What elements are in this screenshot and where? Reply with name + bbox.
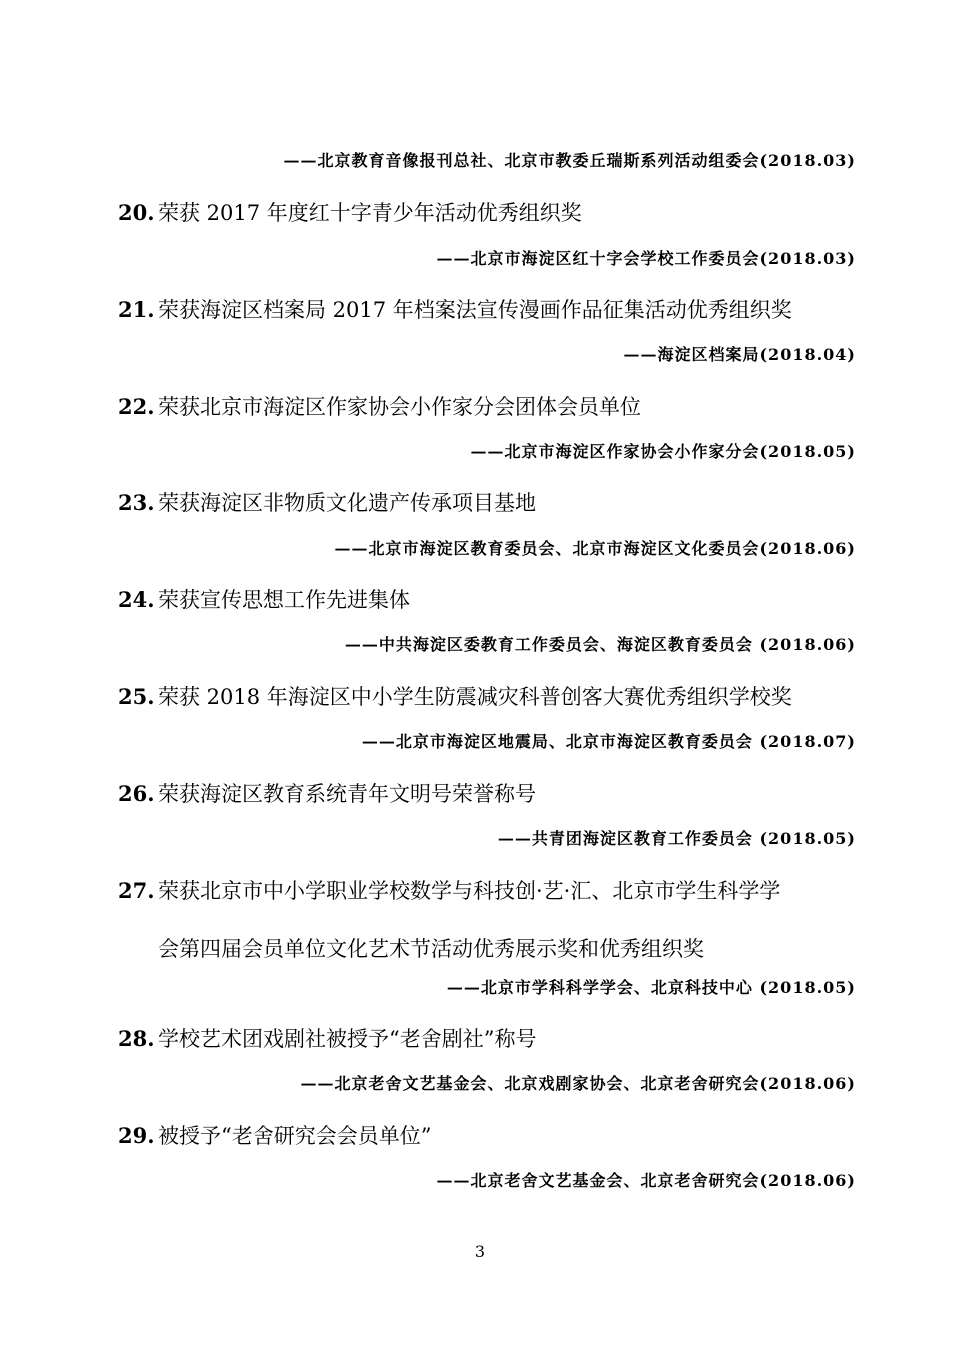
award-item-25: [118, 682, 792, 712]
item-source-21: ——海淀区档案局(2018.04): [623, 345, 856, 364]
item-source-29: ——北京老舍文艺基金会、北京老舍研究会(2018.06): [436, 1171, 856, 1190]
item-number: 25.: [118, 684, 155, 709]
item-title: 荣获海淀区档案局 2017 年档案法宣传漫画作品征集活动优秀组织奖: [158, 298, 792, 322]
item-title: 荣获 2018 年海淀区中小学生防震减灾科普创客大赛优秀组织学校奖: [158, 685, 792, 709]
item-source-27: ——北京市学科科学学会、北京科技中心 (2018.05): [446, 978, 856, 997]
item-title: 荣获 2017 年度红十字青少年活动优秀组织奖: [158, 201, 582, 225]
award-item-21: [118, 295, 792, 325]
item-title: 荣获海淀区非物质文化遗产传承项目基地: [158, 491, 536, 515]
item-title: 被授予“老舍研究会会员单位”: [158, 1124, 432, 1148]
item-source-24: ——中共海淀区委教育工作委员会、海淀区教育委员会 (2018.06): [344, 635, 856, 654]
award-item-29: [118, 1121, 431, 1151]
item-source-23: ——北京市海淀区教育委员会、北京市海淀区文化委员会(2018.06): [334, 539, 856, 558]
item-title: 学校艺术团戏剧社被授予“老舍剧社”称号: [158, 1027, 537, 1051]
item-number: 21.: [118, 297, 155, 322]
award-item-22: [118, 392, 641, 422]
item-title: 荣获宣传思想工作先进集体: [158, 588, 410, 612]
item-title: 荣获北京市中小学职业学校数学与科技创·艺·汇、北京市学生科学学: [158, 879, 781, 903]
item-source-25: ——北京市海淀区地震局、北京市海淀区教育委员会 (2018.07): [361, 732, 856, 751]
award-item-20: [118, 198, 582, 228]
award-item-27: [118, 876, 781, 961]
award-item-28: [118, 1024, 536, 1054]
award-item-23: [118, 488, 536, 518]
award-item-24: [118, 585, 410, 615]
item-number: 29.: [118, 1123, 155, 1148]
item-source-28: ——北京老舍文艺基金会、北京戏剧家协会、北京老舍研究会(2018.06): [300, 1074, 856, 1093]
item-title-continued: 会第四届会员单位文化艺术节活动优秀展示奖和优秀组织奖: [158, 937, 704, 961]
award-item-26: [118, 779, 536, 809]
page-number: 3: [474, 1242, 486, 1261]
item-number: 27.: [118, 878, 155, 903]
item-title: 荣获海淀区教育系统青年文明号荣誉称号: [158, 782, 536, 806]
item-source-20: ——北京市海淀区红十字会学校工作委员会(2018.03): [436, 249, 856, 268]
item-number: 23.: [118, 490, 155, 515]
top-source-line: ——北京教育音像报刊总社、北京市教委丘瑞斯系列活动组委会(2018.03): [283, 151, 856, 170]
item-source-22: ——北京市海淀区作家协会小作家分会(2018.05): [470, 442, 856, 461]
item-title: 荣获北京市海淀区作家协会小作家分会团体会员单位: [158, 395, 641, 419]
item-number: 22.: [118, 394, 155, 419]
item-number: 26.: [118, 781, 155, 806]
item-number: 20.: [118, 200, 155, 225]
item-number: 28.: [118, 1026, 155, 1051]
item-number: 24.: [118, 587, 155, 612]
item-source-26: ——共青团海淀区教育工作委员会 (2018.05): [497, 829, 856, 848]
